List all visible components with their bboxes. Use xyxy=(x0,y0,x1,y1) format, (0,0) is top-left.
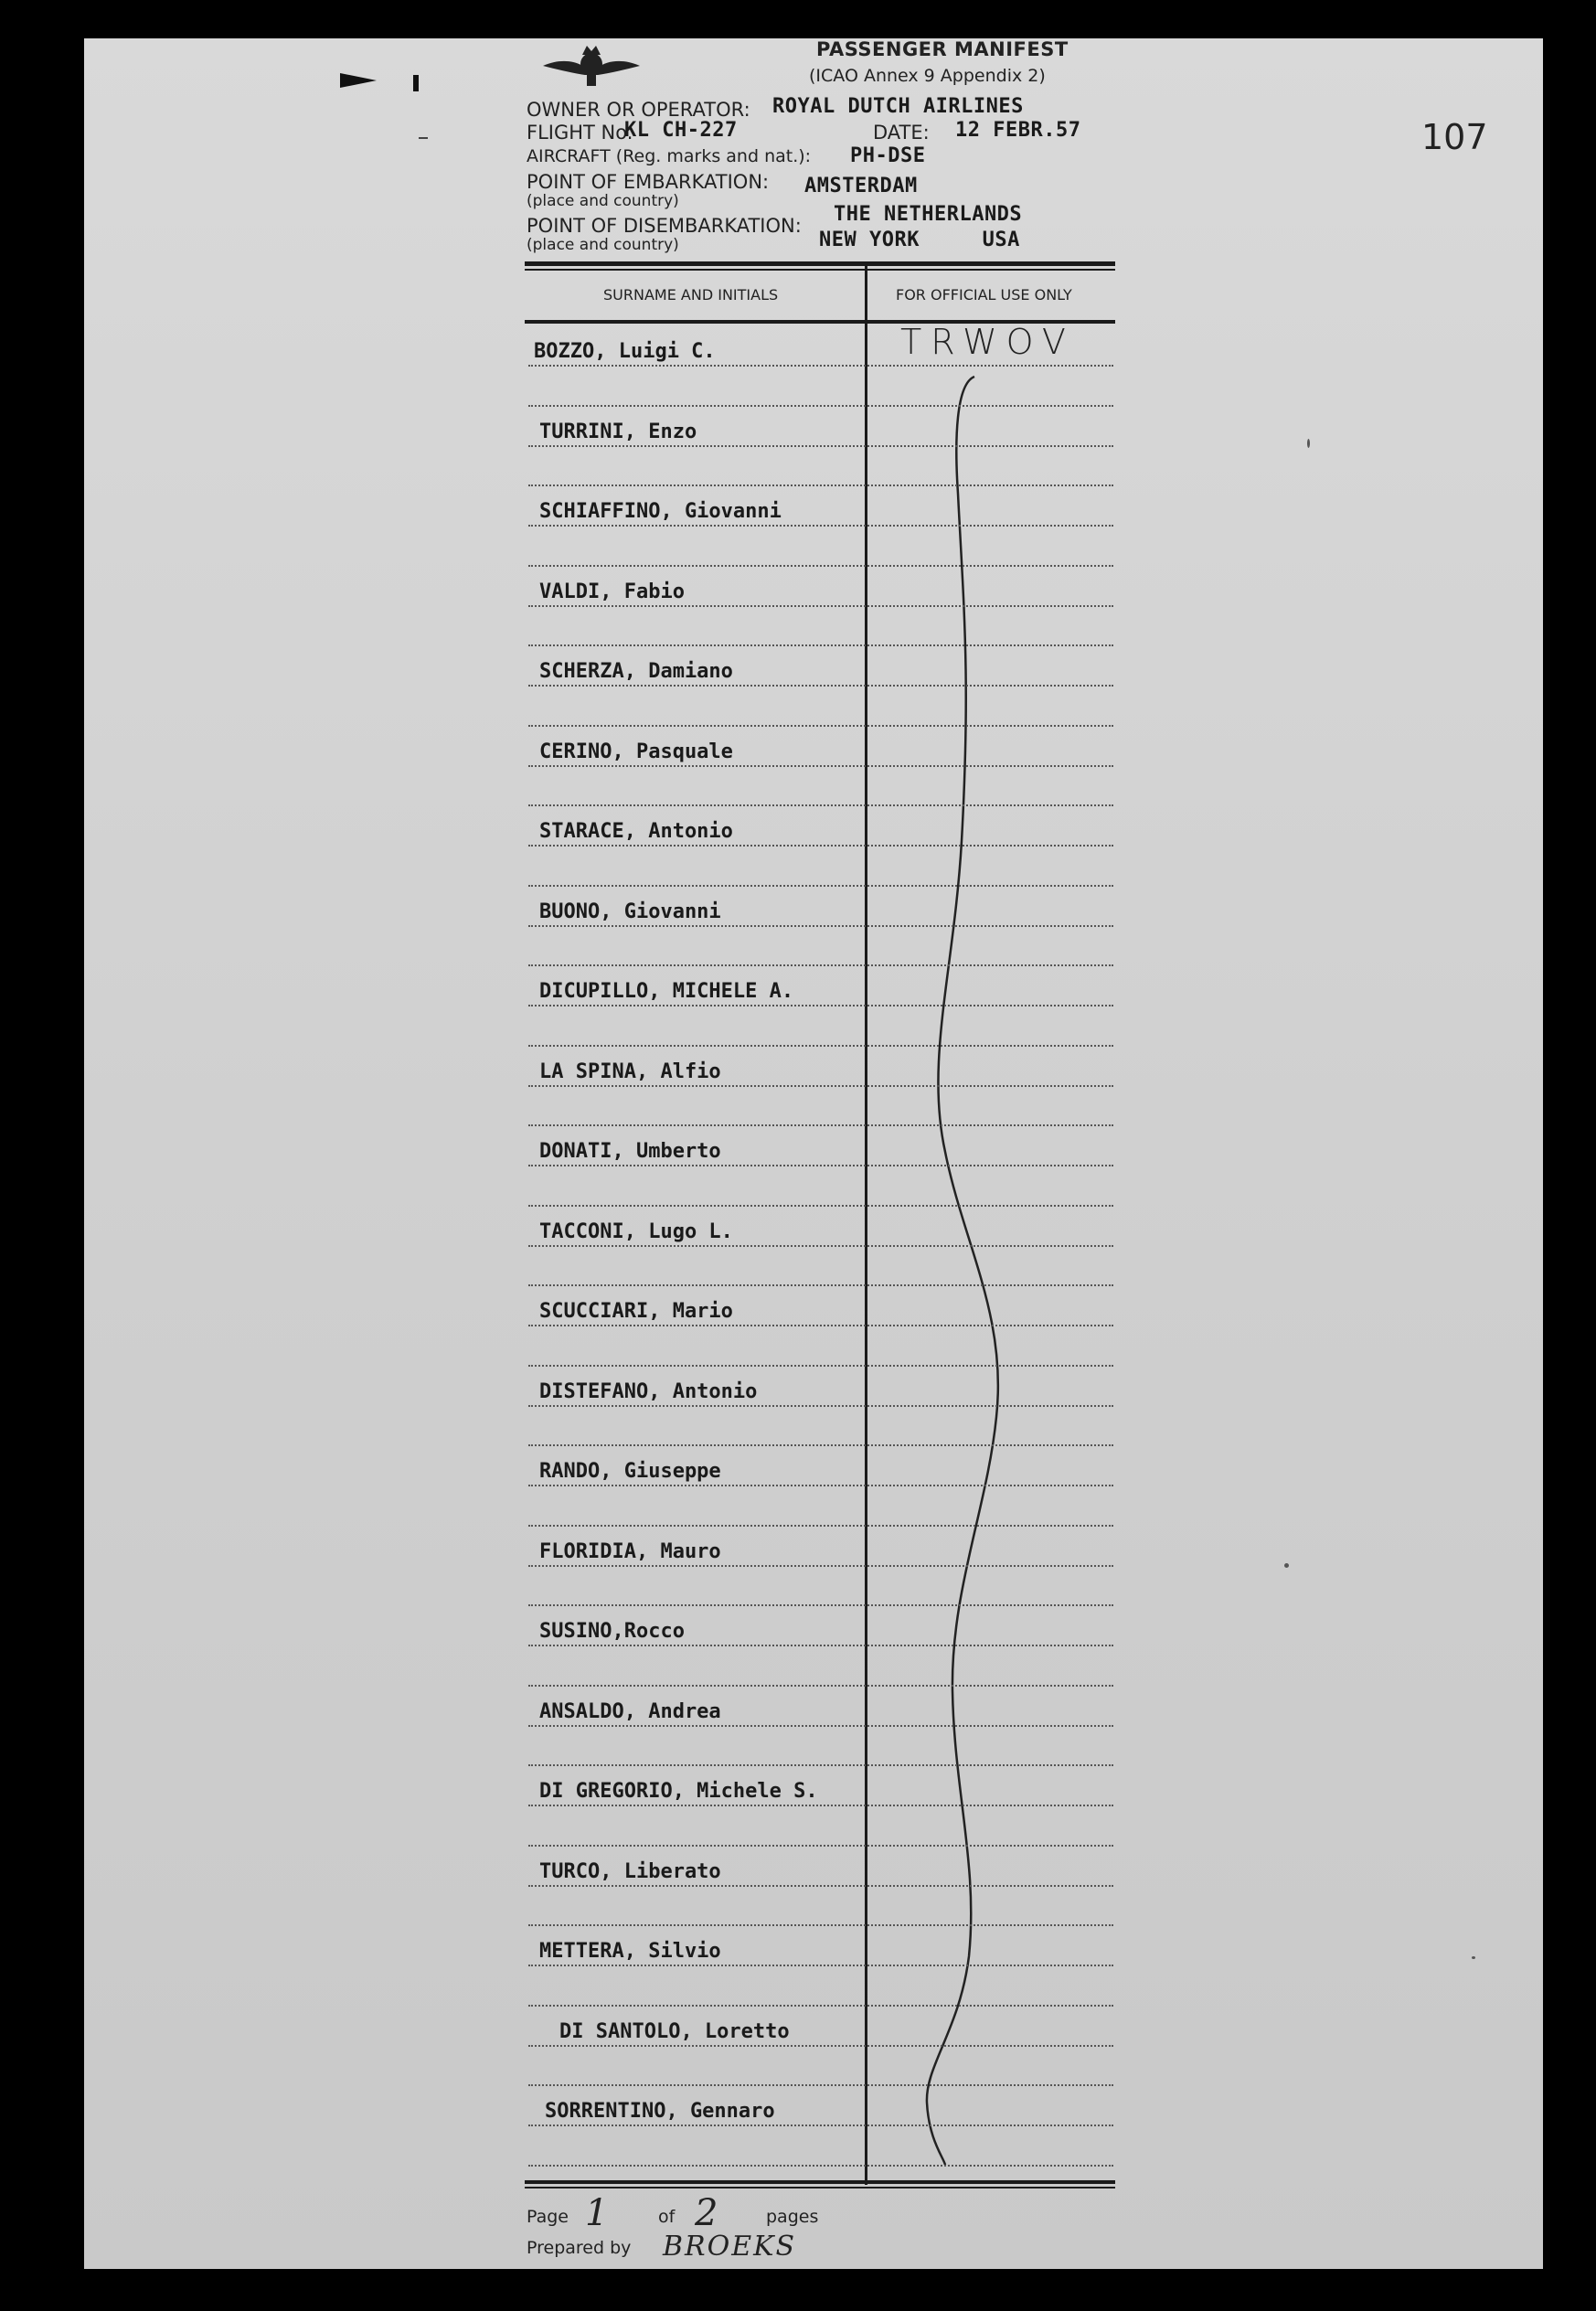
row-dotted-line xyxy=(528,2005,1113,2007)
aircraft-label: AIRCRAFT (Reg. marks and nat.): xyxy=(527,146,812,166)
row-dotted-line xyxy=(528,845,1113,847)
column-divider xyxy=(865,265,867,2185)
official-use-note: TRWOV xyxy=(900,322,1075,362)
row-dotted-line xyxy=(528,1405,1113,1407)
row-dotted-line xyxy=(528,2084,1113,2086)
table-bottom-rule xyxy=(525,2180,1115,2184)
flight-label: FLIGHT No. xyxy=(527,122,633,144)
row-dotted-line xyxy=(528,804,1113,806)
scan-mark xyxy=(413,75,419,91)
page-value: 1 xyxy=(585,2192,609,2234)
passenger-name: STARACE, Antonio xyxy=(539,820,733,843)
scan-speck xyxy=(1307,439,1310,448)
passenger-name: DI SANTOLO, Loretto xyxy=(559,2019,790,2043)
row-dotted-line xyxy=(528,1005,1113,1006)
table-bottom-rule-thin xyxy=(525,2187,1115,2189)
row-dotted-line xyxy=(528,1045,1113,1047)
embarkation-sublabel: (place and country) xyxy=(527,192,679,210)
owner-label: OWNER OR OPERATOR: xyxy=(527,99,750,121)
row-dotted-line xyxy=(528,1845,1113,1847)
page-number: 107 xyxy=(1421,117,1488,157)
row-dotted-line xyxy=(528,2125,1113,2126)
official-use-column-header: FOR OFFICIAL USE ONLY xyxy=(896,286,1072,304)
row-dotted-line xyxy=(528,1365,1113,1367)
passenger-name: SCHIAFFINO, Giovanni xyxy=(539,500,782,523)
row-dotted-line xyxy=(528,1205,1113,1207)
passenger-name: TACCONI, Lugo L. xyxy=(539,1219,733,1243)
row-dotted-line xyxy=(528,605,1113,607)
row-dotted-line xyxy=(528,1284,1113,1286)
aircraft-value: PH-DSE xyxy=(850,144,926,167)
row-dotted-line xyxy=(528,2165,1113,2167)
row-dotted-line xyxy=(528,1325,1113,1326)
document-subtitle: (ICAO Annex 9 Appendix 2) xyxy=(809,66,1046,86)
page-label: Page xyxy=(527,2207,569,2227)
passenger-name: BUONO, Giovanni xyxy=(539,900,721,923)
row-dotted-line xyxy=(528,1604,1113,1606)
surname-column-header: SURNAME AND INITIALS xyxy=(603,286,779,304)
passenger-name: CERINO, Pasquale xyxy=(539,740,733,763)
row-dotted-line xyxy=(528,1965,1113,1966)
owner-value: ROYAL DUTCH AIRLINES xyxy=(772,95,1024,118)
row-dotted-line xyxy=(528,1885,1113,1887)
of-label: of xyxy=(658,2207,676,2227)
row-dotted-line xyxy=(528,1924,1113,1926)
row-dotted-line xyxy=(528,644,1113,646)
row-dotted-line xyxy=(528,1485,1113,1486)
disembarkation-label: POINT OF DISEMBARKATION: xyxy=(527,215,802,237)
row-dotted-line xyxy=(528,1245,1113,1247)
embarkation-value: AMSTERDAM xyxy=(804,175,918,197)
row-dotted-line xyxy=(528,485,1113,486)
row-dotted-line xyxy=(528,1725,1113,1727)
total-pages-value: 2 xyxy=(695,2192,718,2234)
row-dotted-line xyxy=(528,1565,1113,1567)
passenger-name: BOZZO, Luigi C. xyxy=(534,340,716,363)
passenger-name: LA SPINA, Alfio xyxy=(539,1060,721,1083)
handwritten-check-line xyxy=(905,366,1015,2176)
row-dotted-line xyxy=(528,445,1113,447)
row-dotted-line xyxy=(528,725,1113,727)
date-label: DATE: xyxy=(873,122,930,144)
passenger-name: SCHERZA, Damiano xyxy=(539,660,733,683)
scan-speck xyxy=(1472,1956,1475,1959)
row-dotted-line xyxy=(528,1805,1113,1806)
header-rule-thin xyxy=(525,269,1115,271)
embarkation-country-value: THE NETHERLANDS xyxy=(834,203,1023,226)
disembarkation-sublabel: (place and country) xyxy=(527,236,679,254)
row-dotted-line xyxy=(528,525,1113,527)
row-dotted-line xyxy=(528,765,1113,767)
passenger-name: METTERA, Silvio xyxy=(539,1940,721,1963)
manifest-sheet xyxy=(84,38,1543,2269)
row-dotted-line xyxy=(528,1764,1113,1766)
scan-mark xyxy=(419,137,428,139)
prepared-by-value: BROEKS xyxy=(663,2231,797,2263)
passenger-name: RANDO, Giuseppe xyxy=(539,1460,721,1483)
row-dotted-line xyxy=(528,964,1113,966)
passenger-name: ANSALDO, Andrea xyxy=(539,1699,721,1723)
row-dotted-line xyxy=(528,685,1113,687)
flight-value: KL CH-227 xyxy=(624,119,738,142)
passenger-name: SORRENTINO, Gennaro xyxy=(545,2100,775,2123)
passenger-name: SCUCCIARI, Mario xyxy=(539,1300,733,1323)
row-dotted-line xyxy=(528,365,1113,367)
passenger-name: DICUPILLO, MICHELE A. xyxy=(539,980,794,1003)
row-dotted-line xyxy=(528,2045,1113,2047)
document-title: PASSENGER MANIFEST xyxy=(816,38,1069,60)
scan-speck xyxy=(1284,1563,1289,1568)
row-dotted-line xyxy=(528,405,1113,407)
passenger-name: DONATI, Umberto xyxy=(539,1140,721,1163)
row-dotted-line xyxy=(528,885,1113,887)
row-dotted-line xyxy=(528,1444,1113,1446)
passenger-name: TURRINI, Enzo xyxy=(539,420,697,443)
embarkation-label: POINT OF EMBARKATION: xyxy=(527,171,770,193)
date-value: 12 FEBR.57 xyxy=(955,119,1081,142)
header-rule xyxy=(525,261,1115,266)
row-dotted-line xyxy=(528,565,1113,567)
klm-logo-icon xyxy=(541,42,642,93)
row-dotted-line xyxy=(528,1685,1113,1687)
passenger-name: FLORIDIA, Mauro xyxy=(539,1539,721,1563)
row-dotted-line xyxy=(528,1165,1113,1166)
passenger-name: SUSINO,Rocco xyxy=(539,1620,685,1643)
row-dotted-line xyxy=(528,1085,1113,1087)
passenger-name: VALDI, Fabio xyxy=(539,580,685,603)
row-dotted-line xyxy=(528,1124,1113,1126)
pages-label: pages xyxy=(766,2207,819,2227)
passenger-name: TURCO, Liberato xyxy=(539,1859,721,1883)
passenger-name: DISTEFANO, Antonio xyxy=(539,1379,758,1403)
row-dotted-line xyxy=(528,1645,1113,1646)
prepared-by-label: Prepared by xyxy=(527,2238,632,2258)
row-dotted-line xyxy=(528,925,1113,927)
row-dotted-line xyxy=(528,1525,1113,1527)
passenger-name: DI GREGORIO, Michele S. xyxy=(539,1780,818,1803)
disembarkation-value: NEW YORK USA xyxy=(819,229,1020,251)
